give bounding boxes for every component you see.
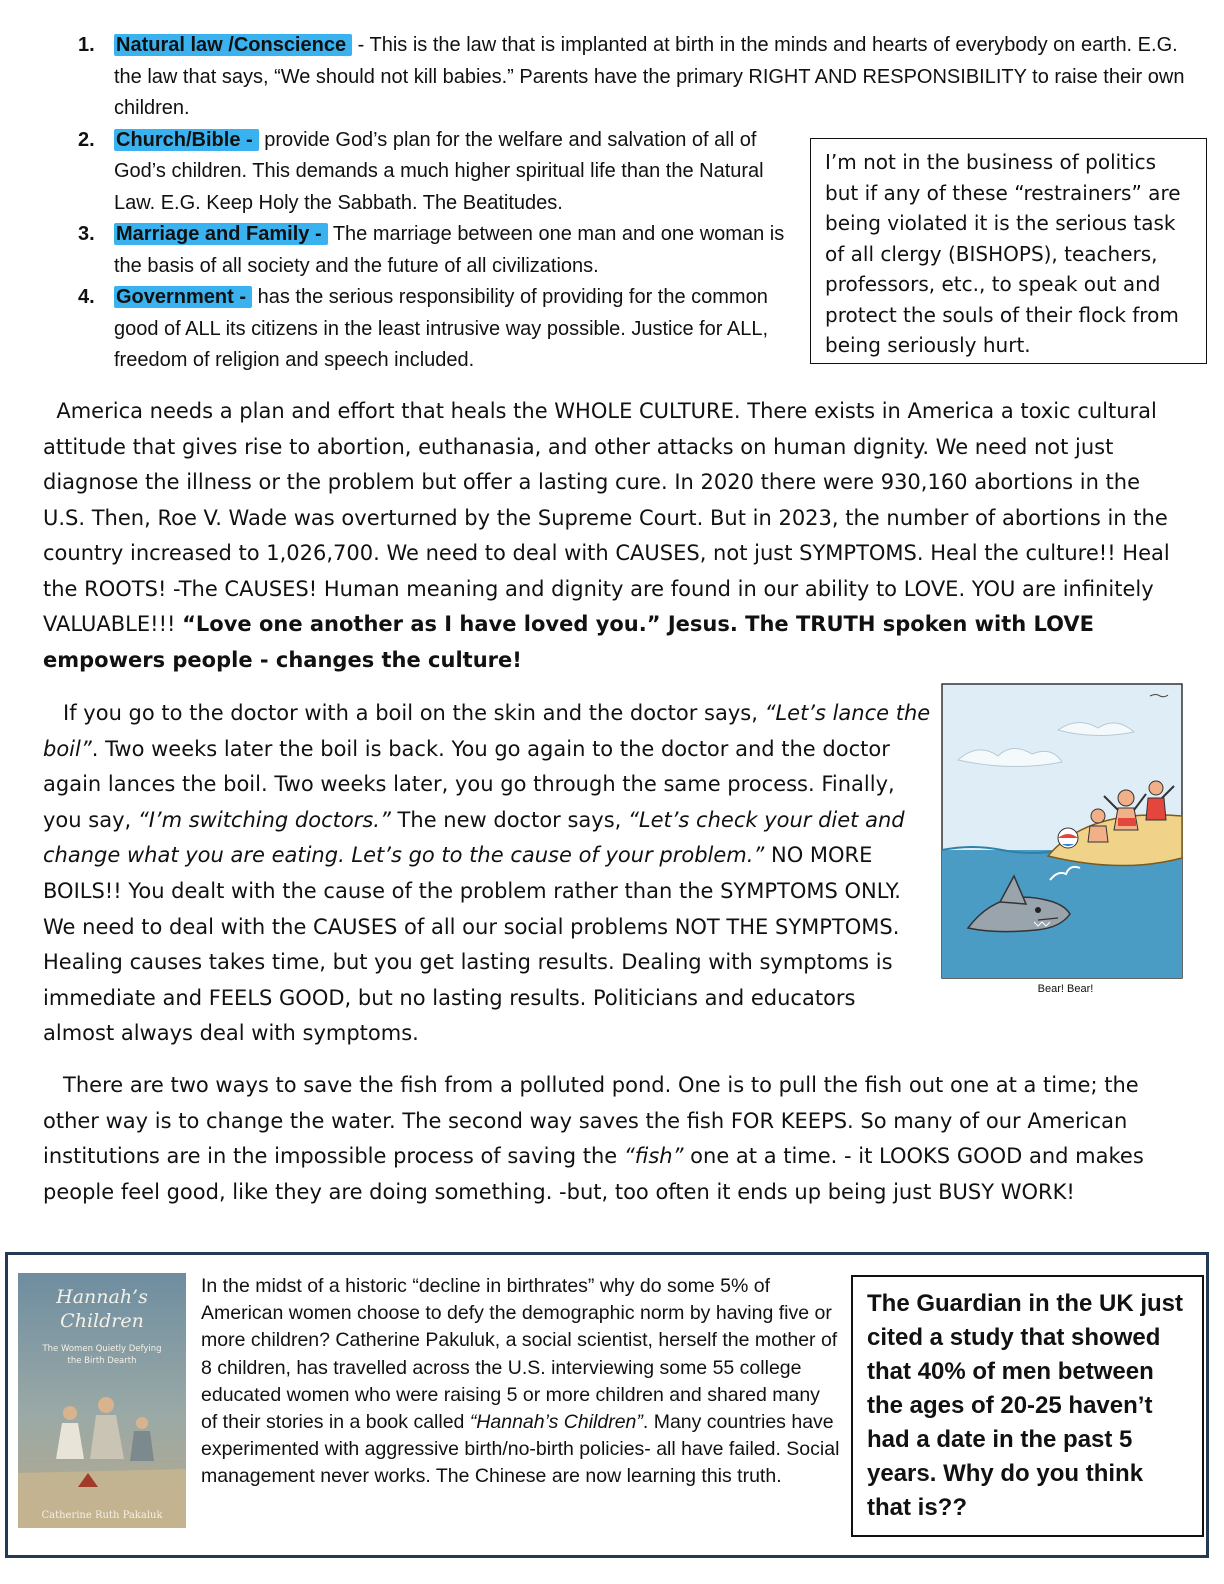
doctor-text: . Two weeks later the boil is back. You go again to the doctor and the doctor again lances the boil. Two weeks later, you go through the same process. Finally, you say, <box>43 736 895 832</box>
fish-paragraph <box>43 1068 1193 1210</box>
book-text: In the midst of a historic “decline in birthrates” why do some 5% of American women choose to defy the demographic norm by having five or more children? Catherine Pakuluk, a social scientist, herself the mother of 8 children, has travelled across the U.S. interviewing some 55 college educated women who were raising 5 or more children and shared many of their stories in a book called <box>201 1275 838 1434</box>
item-text: provide God’s plan for the welfare and salvation of all of God’s children. This demands a much higher spiritual life than the Natural Law. E.G. Keep Holy the Sabbath. The Beatitudes. <box>114 128 764 214</box>
fish-text: There are two ways to save the fish from a polluted pond. One is to pull the fish out one at a time; the other way is to change the water. The second way saves the fish FOR KEEPS. So many of our American institutions are in the impossible process of saving the <box>43 1073 1139 1169</box>
fish-quote: “fish” <box>623 1144 684 1169</box>
culture-bold-text: “Love one another as I have loved you.” Jesus. The TRUTH spoken with LOVE empowers people - changes the culture! <box>43 612 1095 672</box>
item-text: - This is the law that is implanted at birth in the minds and hearts of everybody on earth. E.G. the law that says, “We should not kill babies.” Parents have the primary RIGHT AND RESPONSIBILITY to raise their own children. <box>114 34 1185 119</box>
book-cover-title-line: Hannah’s <box>56 1286 148 1308</box>
guardian-callout-box: The Guardian in the UK just cited a study that showed that 40% of men between the ages of 20-25 haven’t had a date in the past 5 years. Why do you think that is?? <box>851 1275 1204 1537</box>
culture-text: America needs a plan and effort that heals the WHOLE CULTURE. There exists in America a toxic cultural attitude that gives rise to abortion, euthanasia, and other attacks on human dignity. We need not just diagnose the illness or the problem but offer a lasting cure. In 2020 there were 930,160 abortions in the U.S. Then, Roe V. Wade was overturned by the Supreme Court. But in 2023, the number of abortions in the country increased to 1,026,700. We need to deal with CAUSES, not just SYMPTOMS. Heal the culture!! Heal the ROOTS! -The CAUSES! Human meaning and dignity are found in our ability to LOVE. YOU are infinitely VALUABLE!!! <box>43 399 1170 636</box>
shark-cartoon-image <box>938 680 1186 1000</box>
item-number: 1. <box>78 34 95 56</box>
clergy-callout-box: I’m not in the business of politics but if any of these “restrainers” are being violated it is the serious task of all clergy (BISHOPS), teachers, professors, etc., to speak out and protect the souls of their flock from being seriously hurt. <box>810 138 1207 364</box>
item-title: Government - <box>114 286 252 308</box>
list-item <box>78 282 794 377</box>
book-cover-subtitle-line: the Birth Dearth <box>67 1356 137 1366</box>
item-number: 4. <box>78 286 95 308</box>
cartoon-caption: Bear! Bear! <box>1037 983 1094 995</box>
item-text: has the serious responsibility of providing for the common good of ALL its citizens in the least intrusive way possible. Justice for ALL, freedom of religion and speech included. <box>114 286 769 371</box>
culture-paragraph <box>43 394 1188 678</box>
doctor-text: If you go to the doctor with a boil on the skin and the doctor says, <box>63 701 765 725</box>
item-title: Natural law /Conscience <box>114 34 352 56</box>
list-item <box>78 219 794 282</box>
list-item <box>78 30 1188 125</box>
item-title: Marriage and Family - <box>114 223 328 245</box>
doctor-text: The new doctor says, <box>390 807 629 832</box>
book-cover-author: Catherine Ruth Pakaluk <box>41 1510 163 1521</box>
doctor-paragraph <box>43 696 933 1052</box>
doctor-quote: “I’m switching doctors.” <box>137 807 391 832</box>
fish-text: one at a time. - it LOOKS GOOD and makes people feel good, like they are doing something. -but, too often it ends up being just BUSY WORK! <box>43 1144 1144 1204</box>
doctor-text: NO MORE BOILS!! You dealt with the cause of the problem rather than the SYMPTOMS ONLY. We need to deal with the CAUSES of all our social problems NOT THE SYMPTOMS. Healing causes takes time, but you get lasting results. Dealing with symptoms is immediate and FEELS GOOD, but no lasting results. Politicians and educators almost always deal with symptoms. <box>43 843 901 1046</box>
bottom-panel <box>5 1252 1209 1558</box>
book-cover-title-line: Children <box>60 1310 144 1332</box>
book-title-quote: “Hannah’s Children” <box>469 1411 643 1434</box>
list-item <box>78 125 794 220</box>
item-text: The marriage between one man and one woman is the basis of all society and the future of all civilizations. <box>114 223 785 277</box>
item-number: 3. <box>78 223 95 245</box>
book-cover-subtitle-line: The Women Quietly Defying <box>42 1344 162 1354</box>
book-text: . Many countries have experimented with aggressive birth/no-birth policies- all have failed. Social management never works. The Chinese are now learning this truth. <box>201 1411 840 1488</box>
item-number: 2. <box>78 128 95 151</box>
book-cover-image <box>18 1273 186 1528</box>
item-title: Church/Bible - <box>114 129 259 151</box>
doctor-quote: “Let’s check your diet and change what you are eating. Let’s go to the cause of your problem.” <box>43 807 905 868</box>
book-paragraph <box>201 1273 841 1491</box>
doctor-quote: “Let’s lance the boil” <box>43 701 931 761</box>
